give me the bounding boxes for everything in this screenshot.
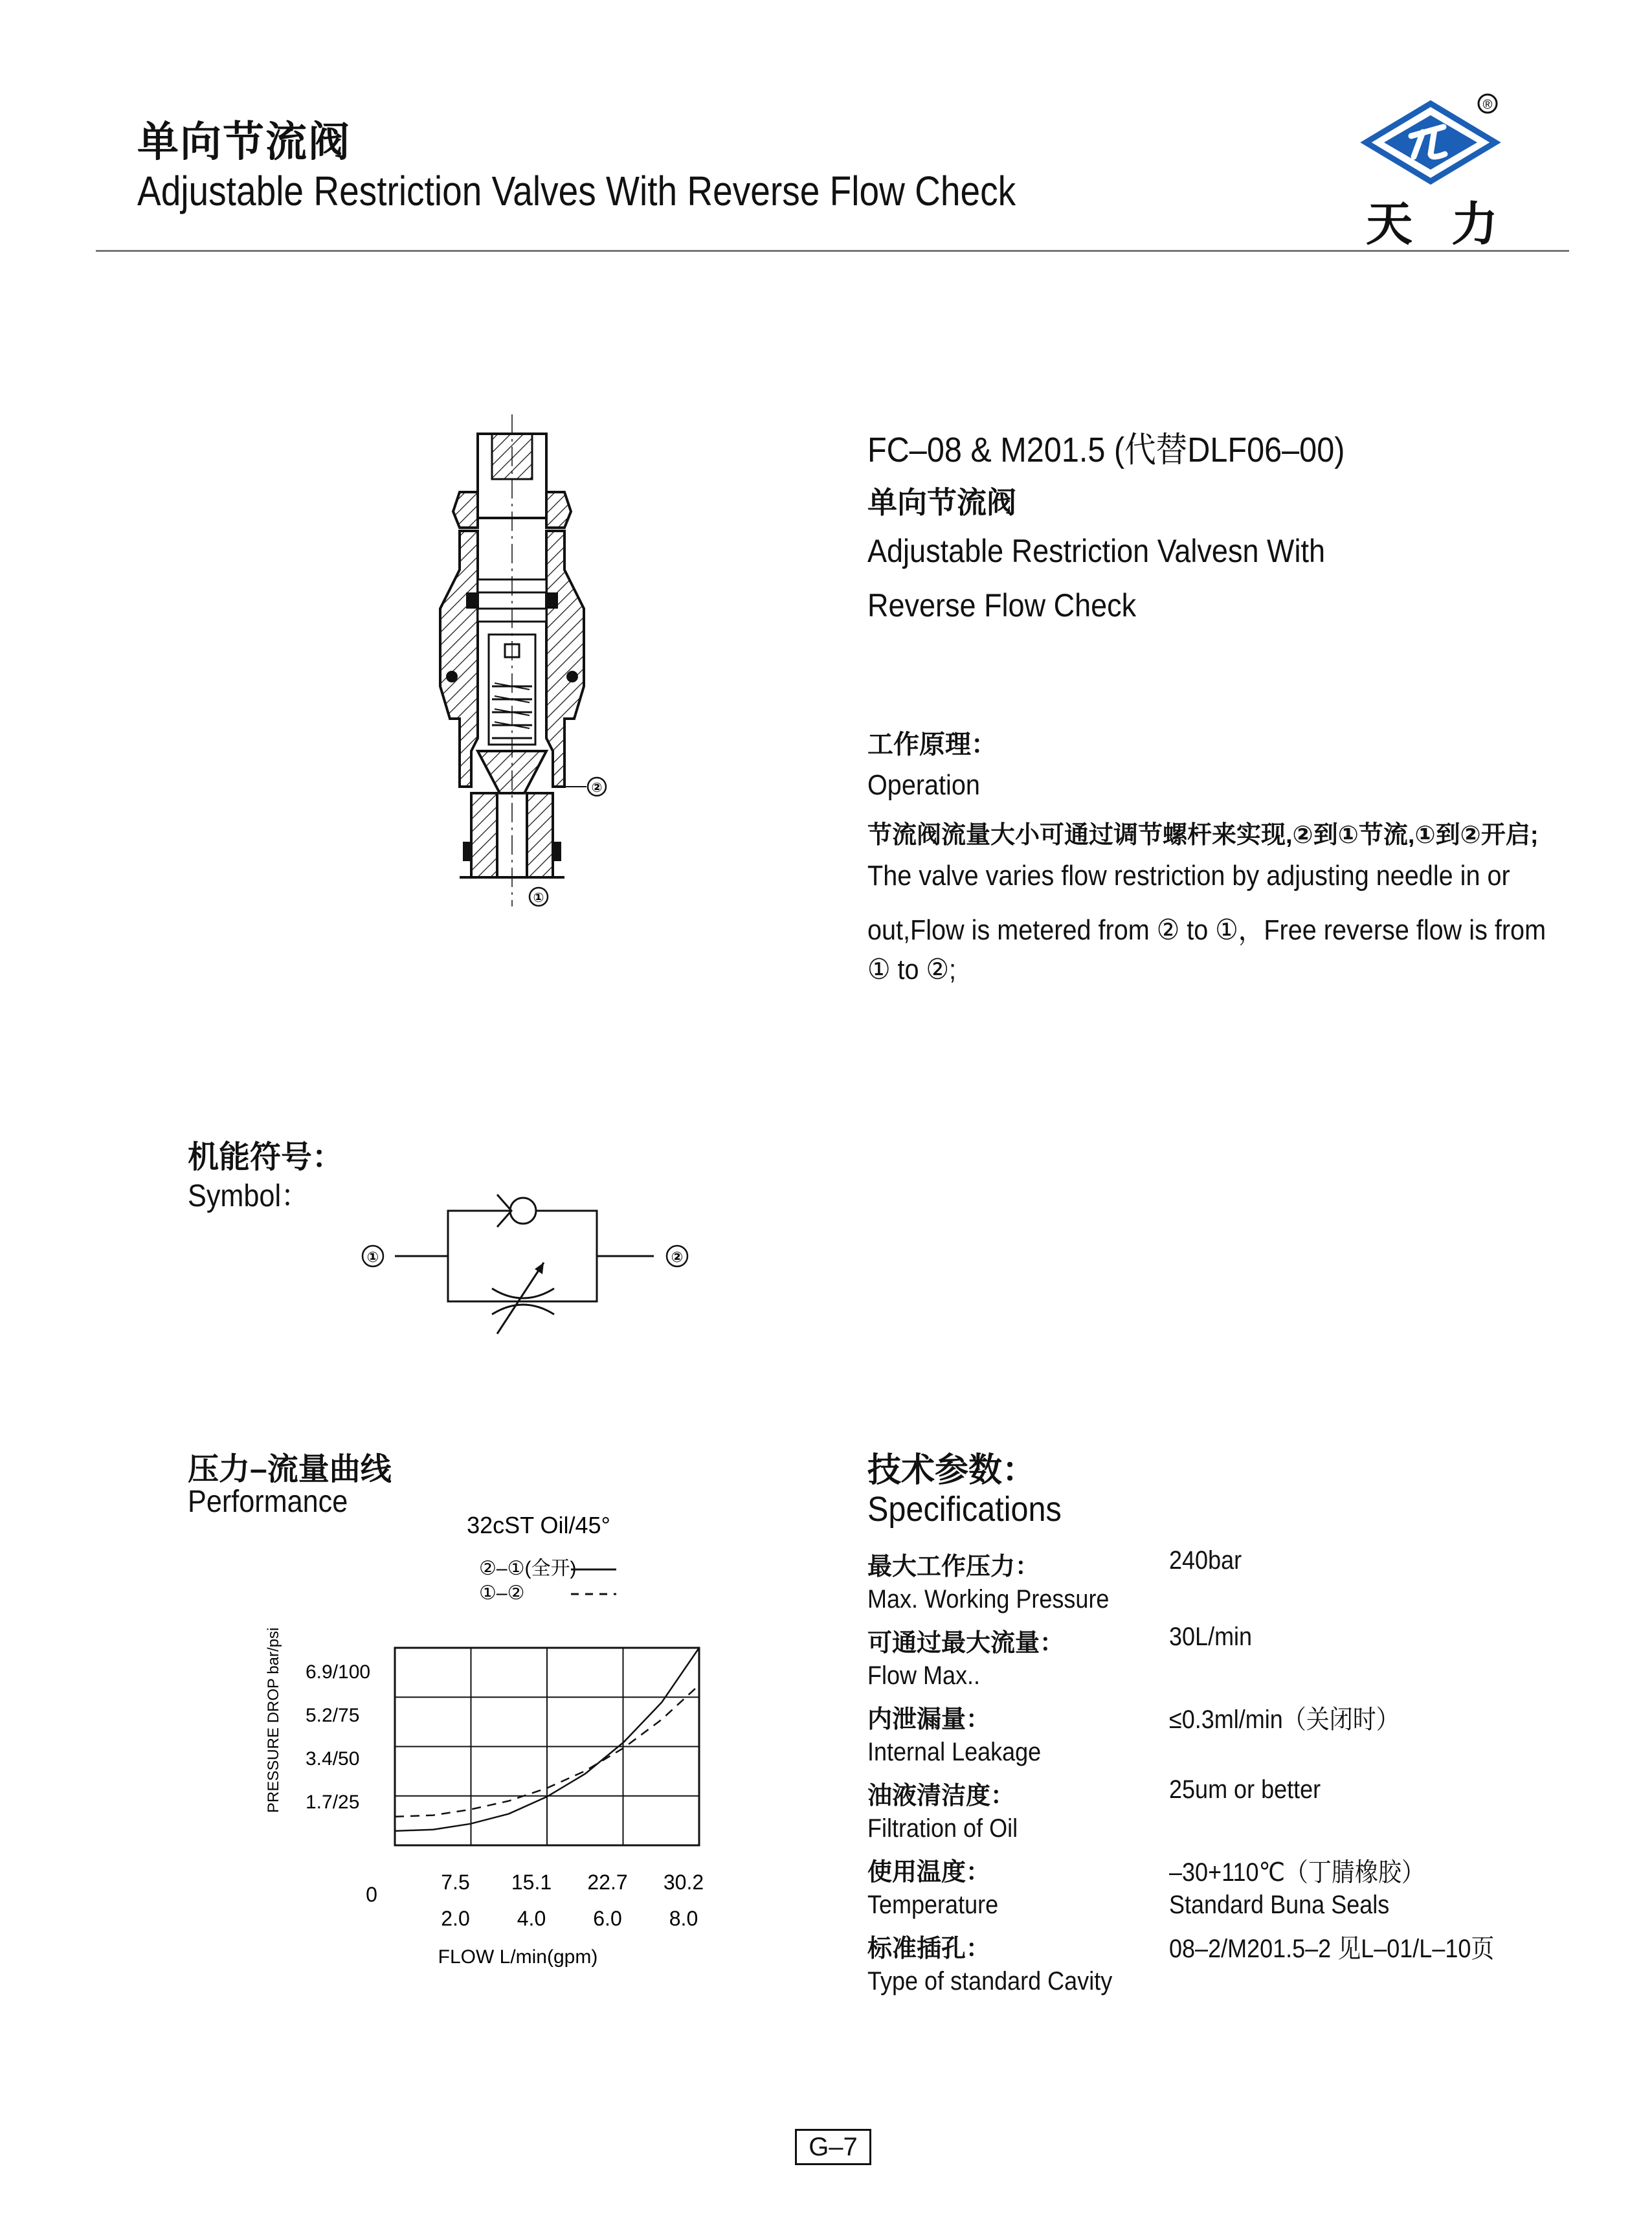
x-tick-label-lpm: 22.7 xyxy=(587,1871,628,1894)
symbol-heading-en: Symbol： xyxy=(188,1179,309,1213)
origin-label: 0 xyxy=(366,1883,377,1906)
y-axis-label: PRESSURE DROP bar/psi xyxy=(265,1627,282,1813)
page-title-en: Adjustable Restriction Valves With Reverse Flow Check xyxy=(137,168,1016,214)
operation-text-cn: 节流阀流量大小可通过调节螺杆来实现,②到①节流,①到②开启; xyxy=(867,822,1539,849)
spec-label-cn: 内泄漏量： xyxy=(867,1706,991,1733)
x-tick-label-lpm: 15.1 xyxy=(511,1871,552,1894)
product-name-en-1: Adjustable Restriction Valvesn With xyxy=(867,533,1325,569)
y-tick-label: 1.7/25 xyxy=(306,1791,360,1813)
symbol-port-1: ① xyxy=(366,1249,379,1265)
spec-label-cn: 可通过最大流量： xyxy=(867,1630,1065,1657)
operation-heading-cn: 工作原理： xyxy=(867,730,997,759)
x-tick-label-gpm: 6.0 xyxy=(593,1907,622,1930)
spec-label-cn: 最大工作压力： xyxy=(867,1553,1040,1580)
chart-grid xyxy=(395,1648,699,1845)
y-tick-label: 3.4/50 xyxy=(306,1748,360,1770)
drawing-port-2: ② xyxy=(591,781,603,795)
spec-label-cn: 油液清洁度： xyxy=(867,1782,1016,1810)
model-number: FC–08 & M201.5 (代替DLF06–00) xyxy=(867,431,1345,469)
spec-value-secondary: Standard Buna Seals xyxy=(1169,1891,1390,1919)
page-number: G–7 xyxy=(795,2129,871,2165)
symbol-heading-cn: 机能符号： xyxy=(188,1140,344,1175)
operation-text-en-3: ① to ②; xyxy=(867,954,957,985)
specs-heading-en: Specifications xyxy=(867,1490,1062,1529)
product-name-en-2: Reverse Flow Check xyxy=(867,587,1137,624)
spec-label-en: Type of standard Cavity xyxy=(867,1967,1113,1996)
operation-text-en-2: out,Flow is metered from ② to ①，Free reverse flow is from xyxy=(867,914,1546,946)
spec-value: –30+110℃（丁腈橡胶） xyxy=(1169,1858,1425,1887)
spec-label-cn: 标准插孔： xyxy=(867,1935,991,1962)
performance-chart xyxy=(246,1502,764,1975)
registered-mark-text: ® xyxy=(1482,98,1493,112)
operation-heading-en: Operation xyxy=(867,769,980,801)
x-tick-label-lpm: 30.2 xyxy=(663,1871,704,1894)
drawing-port-1: ① xyxy=(533,891,544,905)
legend-solid-label: ②–①(全开) xyxy=(479,1558,577,1579)
spec-value: 240bar xyxy=(1169,1546,1242,1575)
spec-label-en: Internal Leakage xyxy=(867,1738,1042,1766)
spec-value: ≤0.3ml/min（关闭时） xyxy=(1169,1705,1400,1734)
x-axis-label: FLOW L/min(gpm) xyxy=(438,1946,598,1968)
product-name-cn: 单向节流阀 xyxy=(867,486,1016,519)
operation-text-en-1: The valve varies flow restriction by adjusting needle in or xyxy=(867,860,1510,892)
valve-section-drawing xyxy=(414,414,621,913)
x-tick-label-gpm: 8.0 xyxy=(669,1907,698,1930)
specs-heading-cn: 技术参数： xyxy=(867,1452,1036,1489)
y-tick-label: 6.9/100 xyxy=(306,1661,371,1683)
spec-label-cn: 使用温度： xyxy=(867,1859,991,1886)
page-title-cn: 单向节流阀 xyxy=(137,118,351,165)
x-tick-label-gpm: 4.0 xyxy=(517,1907,546,1930)
brand-name: 天力 xyxy=(1366,196,1537,251)
x-tick-label-gpm: 2.0 xyxy=(441,1907,470,1930)
legend-dashed-label: ①–② xyxy=(479,1582,525,1604)
spec-label-en: Max. Working Pressure xyxy=(867,1585,1110,1613)
spec-value: 25um or better xyxy=(1169,1775,1321,1804)
spec-value: 30L/min xyxy=(1169,1623,1253,1651)
hydraulic-symbol xyxy=(350,1165,712,1347)
symbol-port-2: ② xyxy=(671,1249,684,1265)
y-tick-label: 5.2/75 xyxy=(306,1704,360,1726)
spec-label-en: Flow Max.. xyxy=(867,1661,981,1690)
spec-value: 08–2/M201.5–2 见L–01/L–10页 xyxy=(1169,1935,1495,1963)
spec-label-en: Filtration of Oil xyxy=(867,1814,1018,1843)
header-divider xyxy=(96,250,1569,252)
x-tick-label-lpm: 7.5 xyxy=(441,1871,470,1894)
check-valve-icon xyxy=(510,1198,536,1224)
performance-heading-cn: 压力–流量曲线 xyxy=(188,1452,392,1487)
chart-condition: 32cST Oil/45° xyxy=(467,1512,610,1538)
performance-heading-en: Performance xyxy=(188,1485,348,1519)
spec-label-en: Temperature xyxy=(867,1891,999,1919)
